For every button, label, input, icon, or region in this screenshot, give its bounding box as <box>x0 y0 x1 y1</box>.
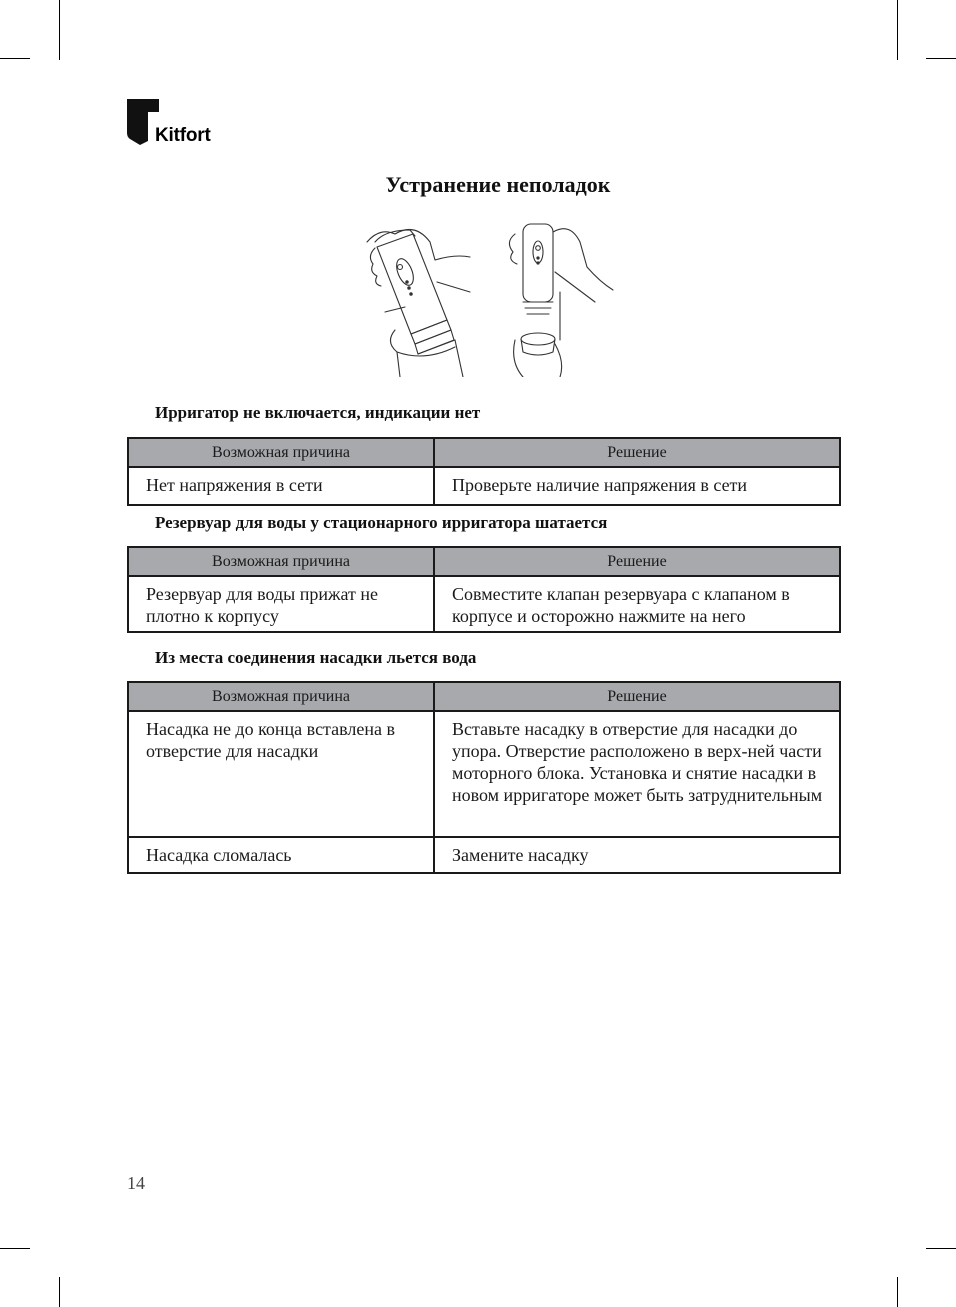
section-heading: Из места соединения насадки льется вода <box>155 648 477 667</box>
column-header-cause: Возможная причина <box>128 682 434 711</box>
crop-mark <box>897 1277 898 1307</box>
page-number: 14 <box>127 1173 145 1193</box>
table-row <box>128 711 840 837</box>
column-header-solution: Решение <box>434 547 840 576</box>
cause-cell: Насадка не до конца вставлена в отверстие для насадки <box>128 711 434 837</box>
troubleshooting-table <box>127 546 841 633</box>
crop-mark <box>0 58 30 59</box>
column-header-solution: Решение <box>434 682 840 711</box>
crop-mark <box>59 0 60 60</box>
table-header-row <box>128 438 840 467</box>
irrigator-illustration <box>355 212 615 377</box>
column-header-cause: Возможная причина <box>128 547 434 576</box>
solution-cell: Проверьте наличие напряжения в сети <box>434 467 840 505</box>
troubleshooting-table <box>127 437 841 506</box>
cause-cell: Нет напряжения в сети <box>128 467 434 505</box>
column-header-solution: Решение <box>434 438 840 467</box>
troubleshooting-table <box>127 681 841 874</box>
crop-mark <box>926 58 956 59</box>
cause-cell: Резервуар для воды прижат не плотно к корпусу <box>128 576 434 632</box>
right-device-figure <box>509 224 613 377</box>
cause-cell: Насадка сломалась <box>128 837 434 873</box>
brand-name: Kitfort <box>155 125 211 146</box>
solution-cell: Замените насадку <box>434 837 840 873</box>
table-row <box>128 576 840 632</box>
crop-mark <box>926 1248 956 1249</box>
left-device-figure <box>367 230 470 378</box>
crop-mark <box>897 0 898 60</box>
crop-mark <box>59 1277 60 1307</box>
section-heading: Ирригатор не включается, индикации нет <box>155 403 481 422</box>
solution-cell: Вставьте насадку в отверстие для насадки до упора. Отверстие расположено в верх-ней части моторного блока. Установка и снятие насадки в новом ирригаторе может быть затруднительным <box>434 711 840 837</box>
crop-mark <box>0 1248 30 1249</box>
table-row <box>128 837 840 873</box>
table-header-row <box>128 682 840 711</box>
table-row <box>128 467 840 505</box>
column-header-cause: Возможная причина <box>128 438 434 467</box>
page-title: Устранение неполадок <box>385 172 611 197</box>
table-header-row <box>128 547 840 576</box>
section-heading: Резервуар для воды у стационарного ирригатора шатается <box>155 513 608 532</box>
solution-cell: Совместите клапан резервуара с клапаном в корпусе и осторожно нажмите на него <box>434 576 840 632</box>
